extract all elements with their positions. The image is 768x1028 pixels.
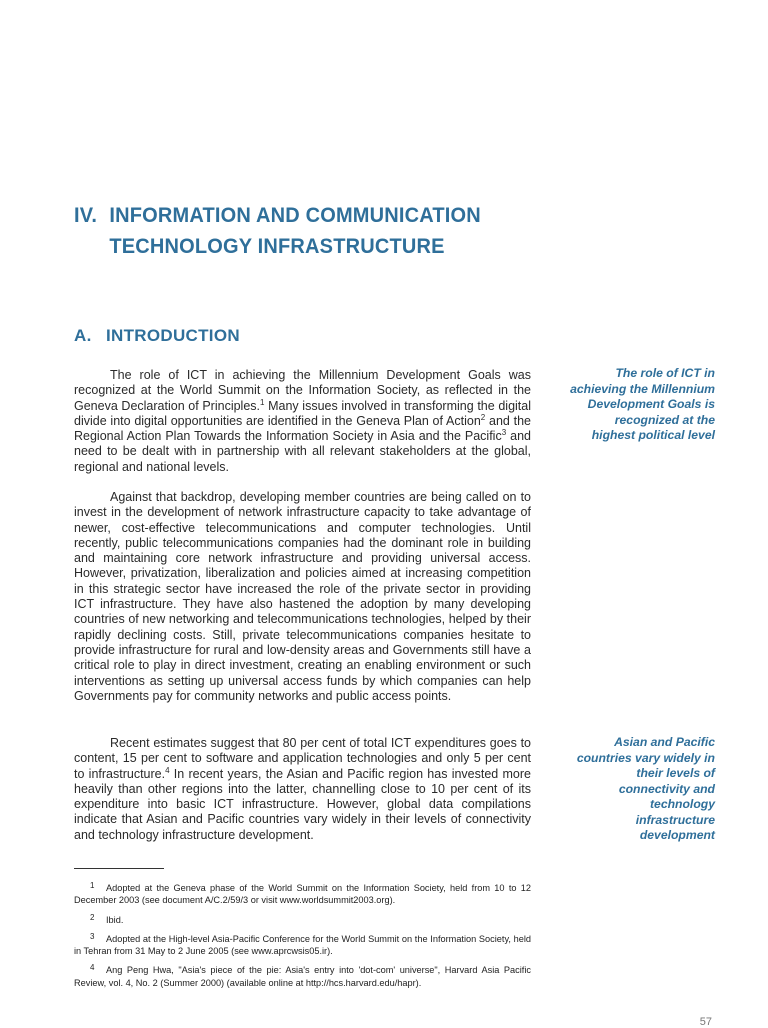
paragraph-1-text-b: Many issues involved in transforming the digital divide into digital opportunities are identified in the Geneva Plan of Action [74, 398, 531, 428]
footnote-2: 2 Ibid. [90, 912, 124, 925]
paragraph-1-text-d: and need to be dealt with in partnership with all relevant stakeholders at the global, regional and national levels. [74, 429, 531, 474]
footnote-4: 4 Ang Peng Hwa, "Asia's piece of the pie: Asia's entry into 'dot-com' universe", Harvard Asia Pacific Review, vol. 4, No. 2 (Summer 2000) (available online at http://hcs.harvard.edu/hapr). [74, 963, 531, 988]
footnote-1: 1 Adopted at the Geneva phase of the World Summit on the Information Society, held from 10 to 12 December 2003 (see document A/C.2/59/3 or visit www.worldsummit2003.org). [74, 881, 531, 906]
paragraph-1-text-a: The role of ICT in achieving the Millennium Development Goals was recognized at the World Summit on the Information Society, as reflected in the Geneva Declaration of Principles. [74, 368, 531, 413]
margin-note-2: Asian and Pacific countries vary widely in their levels of connectivity and technology infrastructure development [576, 735, 715, 842]
footnote-divider [74, 868, 164, 869]
paragraph-2 [74, 490, 531, 704]
section-title: INTRODUCTION [106, 326, 240, 345]
paragraph-3 [74, 736, 531, 843]
paragraph-3-text-a: Recent estimates suggest that 80 per cent of total ICT expenditures goes to content, 15 per cent to software and application technologies and only 5 per cent to infrastructure. [74, 736, 531, 781]
chapter-title-line1: INFORMATION AND COMMUNICATION [109, 203, 481, 227]
chapter-number: IV. [74, 203, 98, 227]
chapter-title [74, 200, 558, 262]
margin-note-1: The role of ICT in achieving the Millennium Development Goals is recognized at the highest political level [570, 366, 715, 442]
footnote-ref-2[interactable]: 2 [480, 412, 486, 422]
paragraph-1-text-c: and the Regional Action Plan Towards the Information Society in Asia and the Pacific [74, 413, 531, 444]
footnotes [74, 880, 531, 994]
paragraph-1 [74, 368, 531, 475]
page-number: 57 [699, 1016, 712, 1028]
paragraph-2-text: Against that backdrop, developing member countries are being called on to invest in the development of network infrastructure capacity to take advantage of newer, cost-effective telecommunications and computer technologies. Until recently, public telecommunications companies had the dominant role in building and maintaining core network infrastructure and providing universal access. However, privatization, liberalization and policies aimed at increasing competition in this strategic sector have increased the role of the private sector in providing ICT infrastructure. They have also hastened the adoption by many developing countries of new networking and telecommunications technologies, helped by their rapidly declining costs. Still, private telecommunications companies hesitate to provide infrastructure for rural and low-density areas and Governments still have a critical role to play in direct investment, creating an enabling environment or such interventions as setting up universal access funds by which companies can help Governments pay for community networks and public access points. [74, 490, 531, 703]
footnote-ref-3[interactable]: 3 [501, 428, 507, 438]
paragraph-3-text-b: In recent years, the Asian and Pacific region has invested more heavily than other regions into the latter, channelling close to 10 per cent of its expenditure into basic ICT infrastructure. However, global data compilations indicate that Asian and Pacific countries vary widely in their levels of connectivity and technology infrastructure development. [74, 766, 531, 842]
footnote-3: 3 Adopted at the High-level Asia-Pacific Conference for the World Summit on the Information Society, held in Tehran from 31 May to 2 June 2005 (see www.aprcwsis05.ir). [74, 931, 531, 957]
footnote-ref-1[interactable]: 1 [260, 397, 265, 407]
footnote-ref-4[interactable]: 4 [165, 765, 170, 775]
section-letter: A. [74, 326, 92, 345]
section-heading [74, 326, 240, 346]
chapter-title-line2: TECHNOLOGY INFRASTRUCTURE [109, 234, 445, 258]
